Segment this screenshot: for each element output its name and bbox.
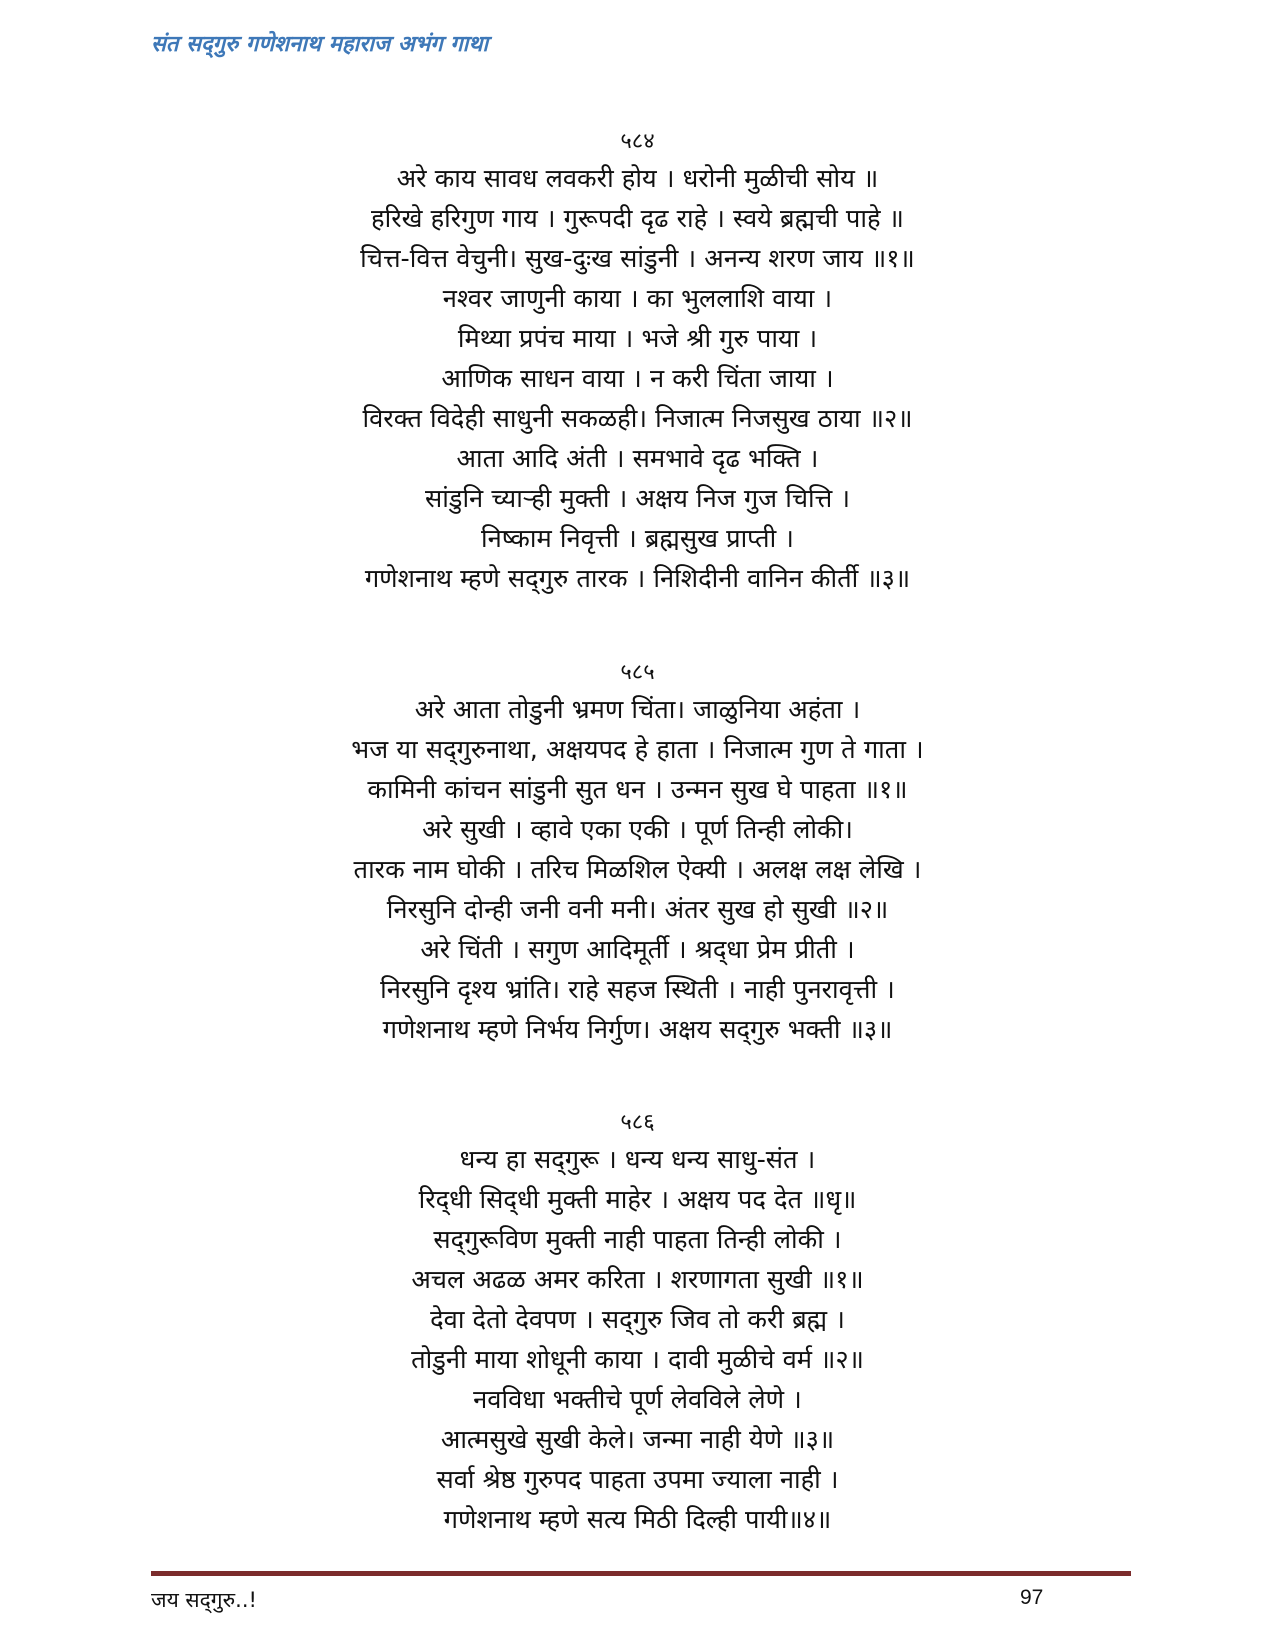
page-number: 97 (1020, 1586, 1044, 1609)
poem-line: अरे काय सावध लवकरी होय । धरोनी मुळीची सोय ॥ (396, 164, 879, 194)
poem-line: निरसुनि दोन्ही जनी वनी मनी। अंतर सुख हो सुखी ॥२॥ (386, 895, 889, 925)
poem-line: तोडुनी माया शोधूनी काया । दावी मुळीचे वर्म ॥२॥ (411, 1345, 864, 1375)
poem-line: तारक नाम घोकी । तरिच मिळशिल ऐक्यी । अलक्ष लक्ष लेखि । (353, 855, 922, 885)
poem-584 (0, 127, 1275, 599)
footer-salutation: जय सद्‌गुरु..! (151, 1588, 257, 1612)
poem-line: आत्मसुखे सुखी केले। जन्मा नाही येणे ॥३॥ (440, 1425, 835, 1455)
poem-line: सद्‌गुरूविण मुक्ती नाही पाहता तिन्ही लोकी । (433, 1225, 842, 1255)
poem-line: देवा देतो देवपण । सद्‌गुरु जिव तो करी ब्रह्म । (430, 1305, 845, 1335)
poem-line: मिथ्या प्रपंच माया । भजे श्री गुरु पाया । (457, 324, 818, 354)
poem-line: अचल अढळ अमर करिता । शरणागता सुखी ॥१॥ (411, 1265, 864, 1295)
poem-line: भज या सद्‌गुरुनाथा, अक्षयपद हे हाता । निजात्म गुण ते गाता । (351, 735, 924, 765)
footer-divider (151, 1571, 1131, 1576)
poem-585 (0, 658, 1275, 1050)
poem-line: सांडुनि च्याऱ्ही मुक्ती । अक्षय निज गुज चित्ति । (424, 484, 851, 514)
poem-line: धन्य हा सद्‌गुरू । धन्य धन्य साधु-संत । (459, 1145, 816, 1175)
poem-line: नश्वर जाणुनी काया । का भुललाशि वाया । (442, 284, 833, 314)
poem-line: हरिखे हरिगुण गाय । गुरूपदी दृढ राहे । स्वये ब्रह्मची पाहे ॥ (371, 204, 904, 234)
poem-line: अरे आता तोडुनी भ्रमण चिंता। जाळुनिया अहंता । (414, 695, 861, 725)
page-header-title: संत सद्‌गुरु गणेशनाथ महाराज अभंग गाथा (151, 32, 489, 57)
poem-line: आता आदि अंती । समभावे दृढ भक्ति । (456, 444, 819, 474)
poem-line: अरे चिंती । सगुण आदिमूर्ती । श्रद्‌धा प्रेम प्रीती । (420, 935, 855, 965)
poem-line: निरसुनि दृश्य भ्रांति। राहे सहज स्थिती । नाही पुनरावृत्ती । (380, 975, 895, 1005)
poem-number: ५८५ (620, 660, 655, 685)
poem-number: ५८४ (620, 129, 655, 154)
poem-586 (0, 1108, 1275, 1540)
poem-line: नवविधा भक्तीचे पूर्ण लेवविले लेणे । (473, 1385, 802, 1415)
poem-line: आणिक साधन वाया । न करी चिंता जाया । (441, 364, 834, 394)
poem-line: चित्त-वित्त वेचुनी। सुख-दुःख सांडुनी । अनन्य शरण जाय ॥१॥ (360, 244, 915, 274)
poem-line: गणेशनाथ म्हणे सद्‌गुरु तारक । निशिदीनी वानिन कीर्ती ॥३॥ (364, 564, 911, 594)
poem-line: गणेशनाथ म्हणे निर्भय निर्गुण। अक्षय सद्‌गुरु भक्ती ॥३॥ (382, 1015, 893, 1045)
poem-number: ५८६ (620, 1110, 655, 1135)
poem-line: अरे सुखी । व्हावे एका एकी । पूर्ण तिन्ही लोकी। (422, 815, 853, 845)
poem-line: विरक्त विदेही साधुनी सकळही। निजात्म निजसुख ठाया ॥२॥ (362, 404, 913, 434)
poem-line: गणेशनाथ म्हणे सत्य मिठी दिल्ही पायी॥४॥ (443, 1505, 832, 1535)
poem-line: रिद्‌धी सिद्‌धी मुक्ती माहेर । अक्षय पद देत ॥धृ॥ (418, 1185, 857, 1215)
poem-line: सर्वा श्रेष्ठ गुरुपद पाहता उपमा ज्याला नाही । (436, 1465, 839, 1495)
poem-line: निष्काम निवृत्ती । ब्रह्मसुख प्राप्ती । (481, 524, 794, 554)
poem-line: कामिनी कांचन सांडुनी सुत धन । उन्मन सुख घे पाहता ॥१॥ (367, 775, 908, 805)
